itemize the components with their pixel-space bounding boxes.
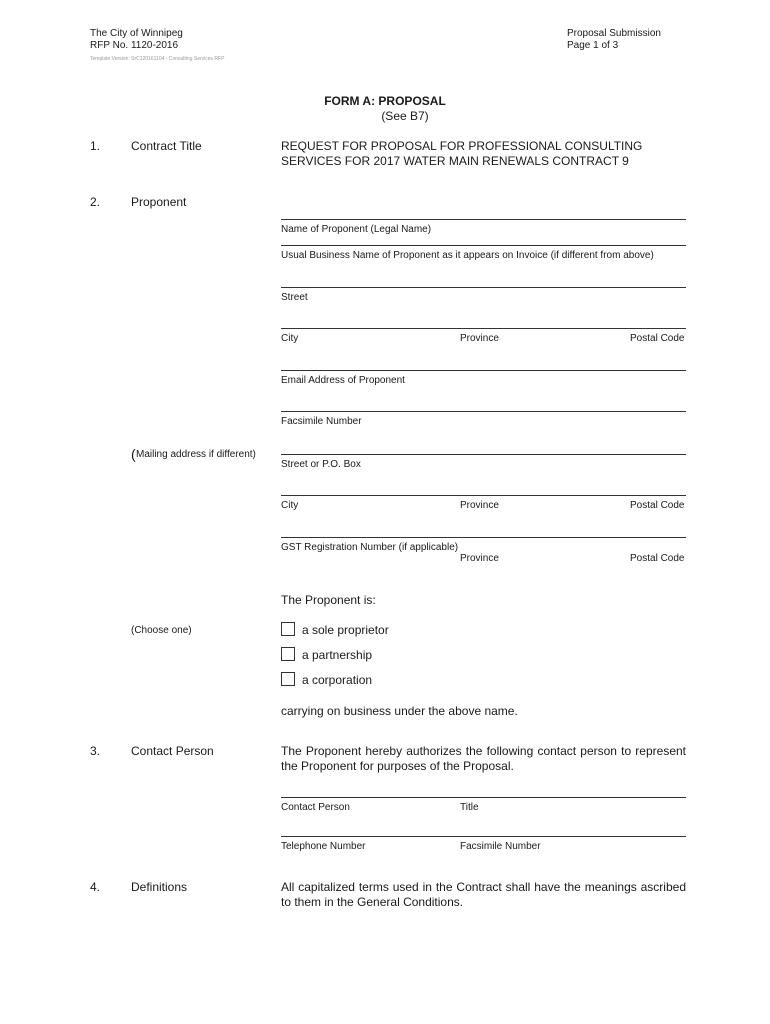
telephone-label: Telephone Number: [281, 841, 366, 852]
section-3-number: 3.: [90, 744, 101, 758]
mailing-postal-code-label: Postal Code: [630, 500, 685, 511]
mailing-paren: (: [131, 446, 136, 462]
header-template-version: Template Version: SrC120161104 - Consulting Services RFP: [90, 56, 225, 62]
header-submission: Proposal Submission: [567, 28, 661, 39]
mailing-address-label: Mailing address if different): [136, 449, 256, 460]
email-label: Email Address of Proponent: [281, 375, 405, 386]
gst-label: GST Registration Number (if applicable): [281, 542, 459, 553]
contact-title-label: Title: [460, 802, 479, 813]
postal-code-label: Postal Code: [630, 333, 685, 344]
form-subtitle: (See B7): [381, 109, 429, 123]
proponent-name-line[interactable]: [281, 219, 686, 220]
telephone-line[interactable]: [281, 836, 686, 837]
mailing-province-label: Province: [460, 500, 499, 511]
street-po-label: Street or P.O. Box: [281, 459, 361, 470]
city-line[interactable]: [281, 328, 686, 329]
partnership-label: a partnership: [302, 648, 373, 662]
contact-person-line[interactable]: [281, 797, 686, 798]
mailing-city-line[interactable]: [281, 495, 686, 496]
corporation-label: a corporation: [302, 673, 373, 687]
section-1-number: 1.: [90, 139, 101, 153]
section-3-label: Contact Person: [131, 744, 214, 758]
mailing-city-label: City: [281, 500, 299, 511]
contact-authorization-text: The Proponent hereby authorizes the following contact person to represent the Proponent for purposes of the Proposal.: [281, 744, 686, 773]
choose-one-label: (Choose one): [131, 625, 192, 636]
corporation-checkbox[interactable]: [281, 672, 295, 686]
province-label: Province: [460, 333, 499, 344]
contact-fax-label: Facsimile Number: [460, 841, 541, 852]
contract-title-line1: REQUEST FOR PROPOSAL FOR PROFESSIONAL CONSULTING: [281, 139, 643, 153]
business-name-line[interactable]: [281, 245, 686, 246]
section-4-label: Definitions: [131, 880, 188, 894]
carrying-on-business-text: carrying on business under the above name.: [281, 704, 518, 718]
contract-title-line2: SERVICES FOR 2017 WATER MAIN RENEWALS CONTRACT 9: [281, 154, 629, 168]
form-title: FORM A: PROPOSAL: [324, 94, 446, 108]
section-4-number: 4.: [90, 880, 101, 894]
section-2-number: 2.: [90, 195, 101, 209]
section-2-label: Proponent: [131, 195, 187, 209]
street-label: Street: [281, 292, 308, 303]
gst-postal-code-label: Postal Code: [630, 553, 685, 564]
sole-proprietor-label: a sole proprietor: [302, 623, 389, 637]
section-1-label: Contract Title: [131, 139, 202, 153]
definitions-text: All capitalized terms used in the Contract shall have the meanings ascribed to them in the General Conditions.: [281, 880, 686, 909]
business-name-label: Usual Business Name of Proponent as it appears on Invoice (if different from above): [281, 250, 654, 261]
street-line[interactable]: [281, 287, 686, 288]
email-line[interactable]: [281, 370, 686, 371]
city-label: City: [281, 333, 299, 344]
fax-label: Facsimile Number: [281, 416, 362, 427]
gst-province-label: Province: [460, 553, 499, 564]
sole-proprietor-checkbox[interactable]: [281, 622, 295, 636]
header-rfp: RFP No. 1120-2016: [90, 40, 179, 51]
fax-line[interactable]: [281, 411, 686, 412]
proponent-name-label: Name of Proponent (Legal Name): [281, 224, 432, 235]
contact-person-label: Contact Person: [281, 802, 350, 813]
partnership-checkbox[interactable]: [281, 647, 295, 661]
header-page: Page 1 of 3: [567, 40, 619, 51]
street-po-line[interactable]: [281, 454, 686, 455]
proponent-is-label: The Proponent is:: [281, 593, 376, 607]
gst-line[interactable]: [281, 537, 686, 538]
header-org: The City of Winnipeg: [90, 28, 183, 39]
